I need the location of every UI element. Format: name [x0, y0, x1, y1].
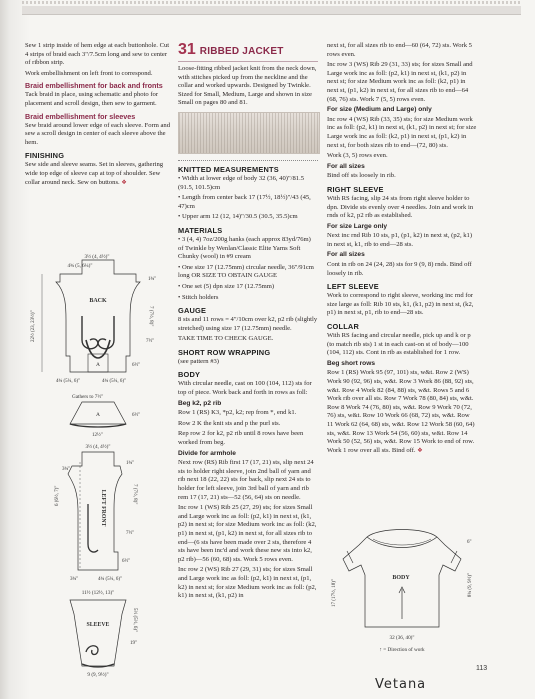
- collar-text: With RS facing and circular needle, pick up and k or p (to match rib sts) 1 st in each cast-on st of body—100 (104, 112) sts. Cont in rib as established for 1 row.: [327, 332, 471, 357]
- body-heading: BODY: [178, 370, 201, 380]
- yarn-swatch-image: [178, 112, 320, 154]
- back-panel-label: A: [96, 362, 100, 368]
- front-schematic: [55, 443, 137, 582]
- short-row-text: (see pattern #3): [178, 357, 220, 365]
- large-only-heading: For size Large only: [327, 222, 388, 230]
- schematics: [22, 252, 172, 682]
- project-number: 31: [178, 41, 196, 58]
- row-2-text: Row 2 K the knit sts and p the purl sts.: [178, 419, 281, 427]
- all-sizes-heading: For all sizes: [327, 162, 365, 170]
- body-schematic: [327, 523, 477, 668]
- body-height-right-dim: 6": [467, 540, 472, 545]
- back-side-dim: 7½": [146, 339, 155, 344]
- body-text: With circular needle, cast on 100 (104, 112) sts for top of piece. Work back and forth in rows as foll:: [178, 380, 312, 397]
- braid-back-text: Tack braid in place, using schematic and photo for placement and scroll design, then sew to garment.: [25, 91, 159, 107]
- inc-row-2-text: Inc row 2 (WS) Rib 27 (29, 31) sts; for sizes Small and Large work inc as foll: (p2, k1) in next st, (p1, k2) in next st; for size Medium work inc as foll: (p2, k1) in next st, (k1, p2) in: [178, 566, 317, 600]
- page-number: 113: [476, 665, 488, 672]
- front-neck-dim: 3¾": [62, 467, 71, 472]
- work-even-text: Work (3, 5) rows even.: [327, 152, 388, 160]
- divider: [178, 160, 318, 161]
- front-side-dim: 7½": [126, 531, 135, 536]
- left-sleeve-text: Work to correspond to right sleeve, working inc rnd for size large as foll: Rib 10 sts, k1, (k1, p2) in next st, (k2, p1) in next st, p1, rib to end—28 sts.: [327, 292, 474, 317]
- back-bottom-left-dim: 4¾ (5¼, 6)": [56, 379, 81, 384]
- short-rows-text: Row 1 (RS) Work 95 (97, 101) sts, w&t. Row 2 (WS) Work 90 (92, 96) sts, w&t. Row 3 Work 86 (88, 92) sts, w&t. Row 4 Work 82 (84, 88) sts, w&t. Rows 5 and 6 Work rib over all sts. Row 7 Work 78 (80, 84) sts, w&t. Row 8 Work 74 (76, 80) sts, w&t. Row 9 Work 70 (72, 76) sts, w&t. Row 10 Work 66 (68, 72) sts, w&t. Row 11 Work 62 (64, 68) sts, w&t. Row 12 Work 58 (60, 64) sts, w&t. Row 13 Work 54 (56, 60) sts, w&t. Row 14 Work 50 (52, 56) sts, w&t. Row 15 Work to end of row. Work 1 row over all sts. Bind off. ❖: [327, 369, 475, 454]
- front-armhole-dim: 1¾": [126, 461, 135, 466]
- material-item: • One size 17 (12.75mm) circular needle, 36"/91cm long OR SIZE TO OBTAIN GAUGE: [178, 263, 314, 280]
- front-length-dim: 7 (7½, 8)": [132, 484, 137, 505]
- front-height-dim: 6 (6½, 7)": [55, 485, 60, 506]
- divide-text: Next row (RS) Rib first 17 (17, 21) sts, slip next 24 sts to holder right sleeve, join 2nd ball of yarn and rib next 18 (22, 22) sts for back, slip next 24 sts to holder for left sleeve, join 3rd ball of yarn and rib rem 17 (17, 21) sts—52 (56, 64) sts on needle.: [178, 459, 314, 501]
- gather-height-dim: 6½": [132, 413, 141, 418]
- back-armhole-dim: 1¾": [148, 277, 157, 282]
- project-title-bar: [178, 42, 318, 58]
- row-1-text: Row 1 (RS) K3, *p2, k2; rep from *, end k1.: [178, 409, 297, 417]
- rep-text: Rep row 2 for k2, p2 rib until 8 rows have been worked from beg.: [178, 430, 304, 447]
- bind-off-text: Bind off sts loosely in rib.: [327, 172, 396, 180]
- cont-rib-text: Cont in rib on 24 (24, 28) sts for 9 (9, 8) rnds. Bind off loosely in rib.: [327, 261, 472, 277]
- measurements-heading: KNITTED MEASUREMENTS: [178, 164, 279, 174]
- header-stripe: [22, 1, 521, 4]
- direction-legend: ↑ = Direction of work: [379, 647, 425, 653]
- sleeve-cap-dim: 5½ (5½, 6)": [132, 608, 137, 633]
- sleeve-top-dim: 11½ (12½, 13)": [81, 590, 115, 596]
- gather-label: Gathers to 7½": [72, 394, 104, 400]
- materials-heading: MATERIALS: [178, 225, 223, 235]
- project-title: RIBBED JACKET: [199, 46, 284, 57]
- braid-sleeves-heading: Braid embellishment for sleeves: [25, 111, 136, 121]
- project-intro: Loose-fitting ribbed jacket knit from the neck down, with stitches picked up from the neckline and the collar and worked upwards. Designed by Twinkle. Sized for Small, Medium, Large and shown in size Small on pages 80 and 81.: [178, 65, 317, 107]
- beg-short-rows-heading: Beg short rows: [327, 359, 375, 367]
- divide-heading: Divide for armhole: [178, 449, 236, 457]
- intro-paragraph-1: Sew 1 strip inside of hem edge at each buttonhole. Cut 4 strips of braid each 3"/7.5cm long and sew to center of ribbon strip.: [25, 42, 170, 67]
- material-item: • One set (5) dpn size 17 (12.75mm): [178, 282, 275, 290]
- back-hem-dim: 6½": [132, 363, 141, 368]
- back-top-dim: 3½ (4, 4½)": [84, 254, 110, 260]
- front-hem-dim: 6½": [122, 559, 131, 564]
- material-item: • 3 (4, 4) 7oz/200g hanks (each approx 83yd/76m) of Twinkle by Wenlan/Classic Elite Yarns Soft Chunky (wool) in #9 cream: [178, 235, 311, 261]
- sleeve-schematic: [70, 589, 137, 678]
- body-bottom-dim: 32 (36, 40)": [389, 635, 415, 641]
- gather-schematic: [70, 393, 140, 438]
- material-item: • Stitch holders: [178, 293, 219, 301]
- intro-paragraph-2: Work embellishment on left front to correspond.: [25, 69, 153, 77]
- front-bottom-left-dim: 3¾": [70, 577, 79, 582]
- schematic-svg: [22, 252, 172, 682]
- size-medium-large-heading: For size (Medium and Large) only: [327, 106, 432, 114]
- body-sleeve-dim: 8¾ (9, 9½)": [468, 572, 473, 598]
- gauge-text: 8 sts and 11 rows = 4"/10cm over k2, p2 rib (slightly stretched) using size 17 (12.75mm) needle.: [178, 316, 318, 332]
- back-shoulder-dim: 4¾ (5, 6¼)": [67, 263, 93, 269]
- front-bottom-right-dim: 4¾ (5¼, 6)": [98, 577, 123, 582]
- measurement-item: • Width at lower edge of body 32 (36, 40)"/81.5 (91.5, 101.5)cm: [178, 174, 305, 191]
- beg-rib-heading: Beg k2, p2 rib: [178, 399, 222, 407]
- inc-row-4-text: Inc row 4 (WS) Rib (33, 35) sts; for size Medium work inc as foll: (p2, k1) in next st, (k1, p2) in next st; for size Large work inc as foll: (k2, p1) in next st, (p1, k2) in next st, for both sizes rib to end—(72, 80) sts.: [327, 115, 477, 149]
- gather-width-dim: 12½": [92, 433, 103, 438]
- gauge-note: TAKE TIME TO CHECK GAUGE.: [178, 335, 274, 343]
- braid-sleeves-text: Sew braid around lower edge of each sleeve. Form and sew a scroll design in center of each sleeve above the hem.: [25, 121, 171, 146]
- body-label: BODY: [392, 575, 410, 581]
- sleeve-label: SLEEVE: [86, 622, 110, 628]
- title-rule: [178, 61, 318, 62]
- left-sleeve-heading: LEFT SLEEVE: [327, 282, 379, 292]
- measurement-item: • Upper arm 12 (12, 14)"/30.5 (30.5, 35.5)cm: [178, 213, 298, 221]
- signature: Vetana: [375, 677, 427, 692]
- short-row-heading: SHORT ROW WRAPPING: [178, 347, 271, 357]
- inc-row-1-text: Inc row 1 (WS) Rib 25 (27, 29) sts; for sizes Small and Large work inc as foll: (p2, k1) in next st, (k1, p2) in next st; for size Medium work inc as foll: (k2, p1) in next st, (p1, k2) in next st, for all sizes rib to end—(6 sts have been made over 2 sts, therefore 4 sts have been inc'd and work these new sts into k2, p2 rib)—56 (60, 68) sts. Work 5 rows even.: [178, 504, 317, 563]
- middle-column: [178, 42, 318, 603]
- collar-heading: COLLAR: [327, 322, 359, 332]
- right-sleeve-text: With RS facing, slip 24 sts from right sleeve holder to dpn. Divide sts evenly over 4 needles. Join and work in rnds of k2, p2 rib as established.: [327, 194, 474, 220]
- back-height-dim: 22½ (23, 23½)": [31, 310, 36, 342]
- right-sleeve-heading: RIGHT SLEEVE: [327, 184, 384, 194]
- back-schematic: [31, 253, 156, 384]
- back-label: BACK: [89, 298, 107, 304]
- sleeve-bottom-dim: 9 (9, 9½)": [87, 672, 109, 678]
- finishing-text: Sew side and sleeve seams. Set in sleeves, gathering wide top edge of sleeve cap at top of shoulder. Sew collar around neck. Sew on buttons. ❖: [25, 161, 164, 186]
- all-sizes-heading-2: For all sizes: [327, 251, 365, 259]
- finishing-heading: FINISHING: [25, 151, 65, 161]
- left-column: [25, 42, 173, 189]
- back-length-dim: 7 (7½, 8)": [148, 306, 153, 327]
- front-label: LEFT FRONT: [100, 489, 106, 527]
- gauge-heading: GAUGE: [178, 306, 207, 316]
- front-top-dim: 3½ (4, 4½)": [85, 444, 111, 450]
- right-column: [327, 42, 477, 457]
- end-mark-icon: ❖: [417, 447, 423, 454]
- end-mark-icon: ❖: [121, 179, 127, 186]
- gather-panel-label: A: [96, 412, 100, 418]
- next-inc-text: Next inc rnd Rib 10 sts, p1, (p1, k2) in next st, (p2, k1) in next st, k1, rib to end—28 sts.: [327, 232, 473, 248]
- inc-row-3-text: Inc row 3 (WS) Rib 29 (31, 33) sts; for sizes Small and Large work inc as foll: (p2, k1) in next st, (k1, p2) in next st; for size Medium work inc as foll: (k2, p1) in next st, (p1, k2) in next st, for all sizes rib to end—64 (68, 76) sts. Work 7 (5, 5) rows even.: [327, 61, 473, 103]
- sleeve-length-dim: 19": [130, 641, 138, 646]
- body-height-dim: 17 (17½, 18)": [332, 579, 337, 607]
- back-bottom-right-dim: 4¾ (5¼, 6)": [102, 379, 127, 384]
- continued-text: next st, for all sizes rib to end—60 (64, 72) sts. Work 5 rows even.: [327, 42, 472, 58]
- measurement-item: • Length from center back 17 (17½, 18½)"/43 (45, 47)cm: [178, 194, 311, 210]
- braid-back-heading: Braid embellishment for back and fronts: [25, 81, 163, 91]
- header-bar: [22, 6, 521, 15]
